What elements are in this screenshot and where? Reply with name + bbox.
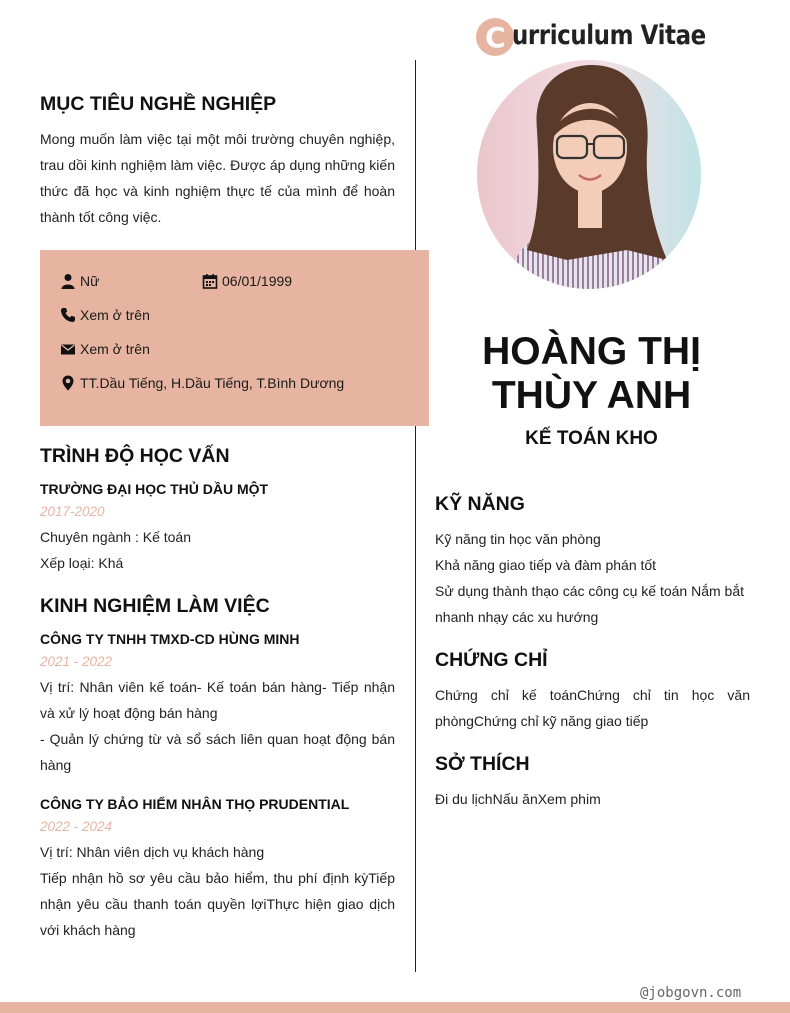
watermark: @jobgovn.com: [640, 985, 742, 1001]
job-years: 2021 - 2022: [40, 654, 113, 669]
skill-item: Sử dụng thành thạo các công cụ kế toán Nắm bắt nhanh nhạy các xu hướng: [435, 583, 745, 625]
phone-value: Xem ở trên: [80, 307, 150, 323]
logo-circle: [476, 18, 514, 56]
contact-gender: [60, 273, 99, 289]
person-icon: [60, 273, 76, 289]
address-value: TT.Dầu Tiếng, H.Dầu Tiếng, T.Bình Dương: [80, 375, 345, 391]
logo-text: urriculum Vitae: [512, 20, 706, 51]
bottom-accent-bar: [0, 1002, 790, 1013]
profile-photo: [477, 60, 701, 289]
experience-heading: KINH NGHIỆM LÀM VIỆC: [40, 595, 270, 617]
name-line: HOÀNG THỊ: [482, 330, 701, 373]
skills-heading: KỸ NĂNG: [435, 493, 525, 515]
job-description: Vị trí: Nhân viên kế toán- Kế toán bán hàng- Tiếp nhận và xử lý hoạt động bán hàng: [40, 679, 395, 721]
contact-box: [40, 250, 429, 426]
contact-address: [60, 375, 344, 391]
skill-item: Kỹ năng tin học văn phòng: [435, 531, 601, 547]
hobbies-heading: SỞ THÍCH: [435, 753, 530, 775]
birthday-value: 06/01/1999: [222, 273, 293, 289]
contact-email: [60, 341, 150, 357]
column-divider: [415, 60, 416, 972]
cv-logo: [476, 18, 716, 58]
calendar-icon: [202, 273, 218, 289]
objective-text: Mong muốn làm việc tại một môi trường chuyên nghiệp, trau dồi kinh nghiệm làm việc. Được áp dụng những kiến thức đã học và kinh nghiệm thực tế của mình để hoàn thành tốt công việc.: [40, 131, 395, 225]
gender-value: Nữ: [80, 273, 100, 289]
phone-icon: [60, 307, 76, 323]
job-description: Vị trí: Nhân viên dịch vụ khách hàng: [40, 844, 265, 860]
name-line: THÙY ANH: [491, 374, 692, 417]
contact-phone: [60, 307, 150, 323]
objective-heading: MỤC TIÊU NGHỀ NGHIỆP: [40, 93, 277, 115]
education-major: Chuyên ngành : Kế toán: [40, 529, 192, 545]
education-grade: Xếp loại: Khá: [40, 555, 124, 571]
education-school: TRƯỜNG ĐẠI HỌC THỦ DẦU MỘT: [40, 481, 269, 497]
certificates-text: Chứng chỉ kế toánChứng chỉ tin học văn phòngChứng chỉ kỹ năng giao tiếp: [435, 687, 750, 729]
logo-letter: C: [485, 21, 506, 54]
education-years: 2017-2020: [40, 504, 105, 519]
location-icon: [60, 375, 76, 391]
candidate-name: [440, 330, 743, 418]
job-years: 2022 - 2024: [40, 819, 113, 834]
hobbies-text: Đi du lịchNấu ănXem phim: [435, 791, 601, 807]
job-description: - Quản lý chứng từ và sổ sách liên quan hoạt động bán hàng: [40, 731, 395, 773]
job-company: CÔNG TY TNHH TMXD-CD HÙNG MINH: [40, 631, 300, 647]
education-heading: TRÌNH ĐỘ HỌC VẤN: [40, 445, 230, 467]
job-company: CÔNG TY BẢO HIỂM NHÂN THỌ PRUDENTIAL: [40, 796, 350, 812]
contact-birthday: [202, 273, 292, 289]
mail-icon: [60, 341, 76, 357]
job-description: Tiếp nhận hồ sơ yêu cầu bảo hiểm, thu phí định kỳTiếp nhận yêu cầu thanh toán quyền lợiThực hiện giao dịch với khách hàng: [40, 870, 395, 938]
email-value: Xem ở trên: [80, 341, 150, 357]
job-title: KẾ TOÁN KHO: [525, 428, 658, 449]
skill-item: Khả năng giao tiếp và đàm phán tốt: [435, 557, 657, 573]
certificates-heading: CHỨNG CHỈ: [435, 649, 548, 671]
